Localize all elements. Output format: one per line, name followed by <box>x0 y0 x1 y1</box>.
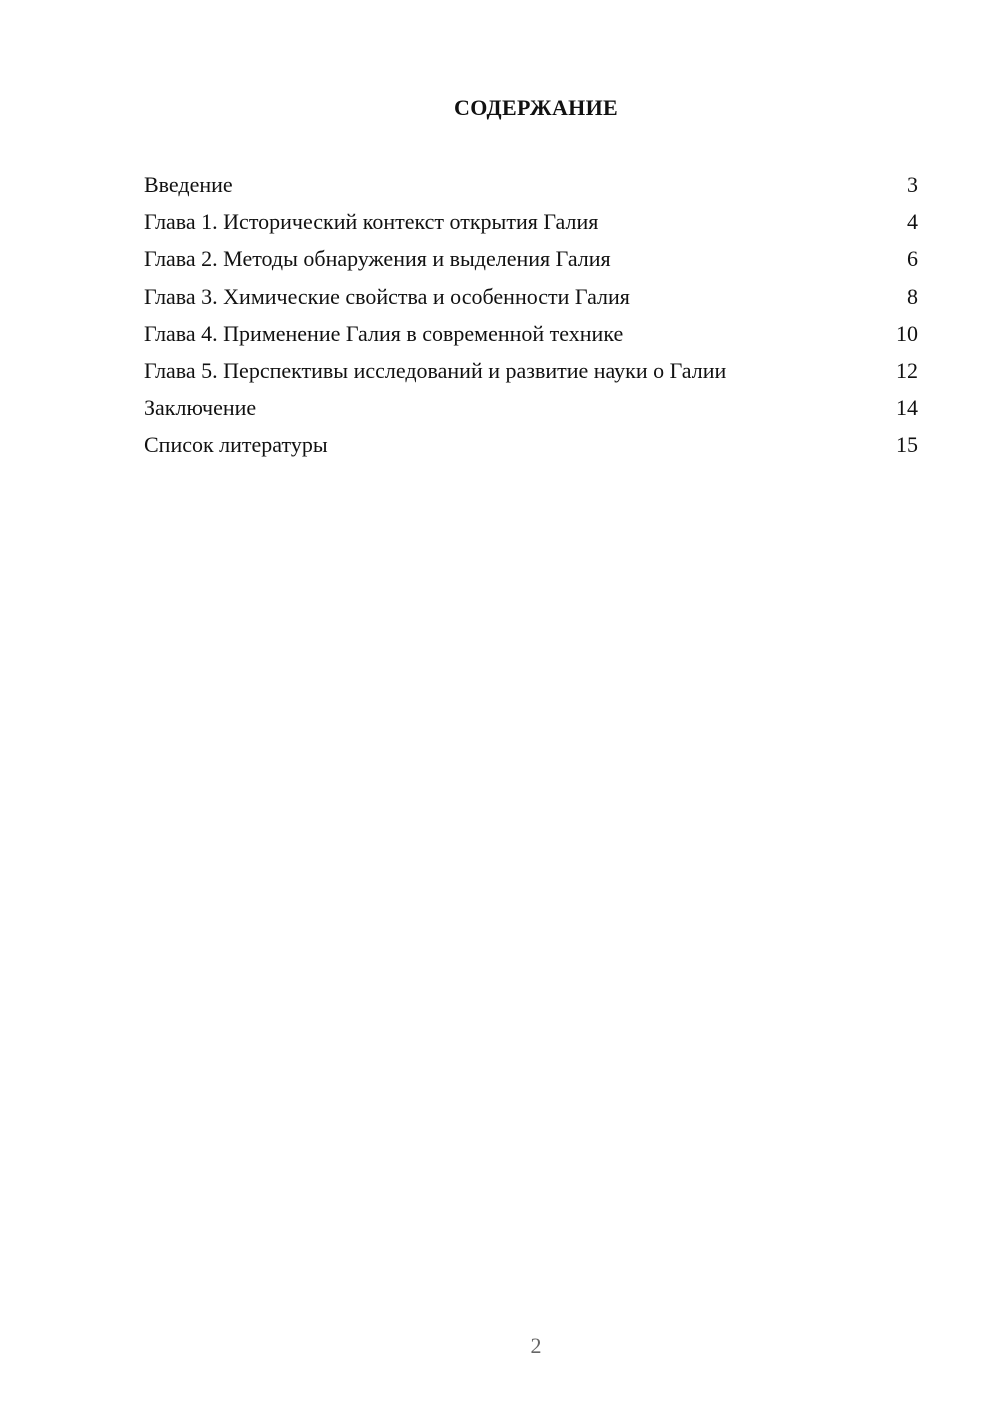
toc-entry-chapter-5 <box>144 352 918 389</box>
toc-entry-chapter-3 <box>144 278 918 315</box>
toc-entry-introduction <box>144 166 918 203</box>
table-of-contents <box>144 166 918 464</box>
toc-entry-page-number: 4 <box>907 209 918 235</box>
toc-entry-chapter-4 <box>144 315 918 352</box>
toc-entry-page-number: 3 <box>907 172 918 197</box>
toc-entry-page-number: 8 <box>907 283 918 309</box>
toc-entry-title: Глава 5. Перспективы исследований и развитие науки о Галии <box>144 357 727 383</box>
toc-entry-title: Глава 4. Применение Галия в современной технике <box>144 320 624 346</box>
toc-entry-title: Список литературы <box>144 432 328 458</box>
toc-entry-title: Введение <box>144 172 233 197</box>
toc-entry-page-number: 6 <box>907 246 918 272</box>
toc-entry-page-number: 12 <box>896 357 918 383</box>
toc-entry-page-number: 15 <box>896 432 918 458</box>
toc-heading: СОДЕРЖАНИЕ <box>454 95 618 120</box>
toc-entry-chapter-1 <box>144 203 918 240</box>
toc-entry-title: Глава 3. Химические свойства и особенности Галия <box>144 283 630 309</box>
toc-entry-bibliography <box>144 426 918 463</box>
toc-entry-page-number: 10 <box>896 320 918 346</box>
toc-entry-chapter-2 <box>144 240 918 277</box>
toc-entry-page-number: 14 <box>896 395 918 421</box>
page-number: 2 <box>530 1333 542 1358</box>
toc-entry-title: Глава 1. Исторический контекст открытия Галия <box>144 209 599 235</box>
toc-entry-conclusion <box>144 389 918 426</box>
toc-entry-title: Глава 2. Методы обнаружения и выделения Галия <box>144 246 611 272</box>
toc-entry-title: Заключение <box>144 395 257 421</box>
